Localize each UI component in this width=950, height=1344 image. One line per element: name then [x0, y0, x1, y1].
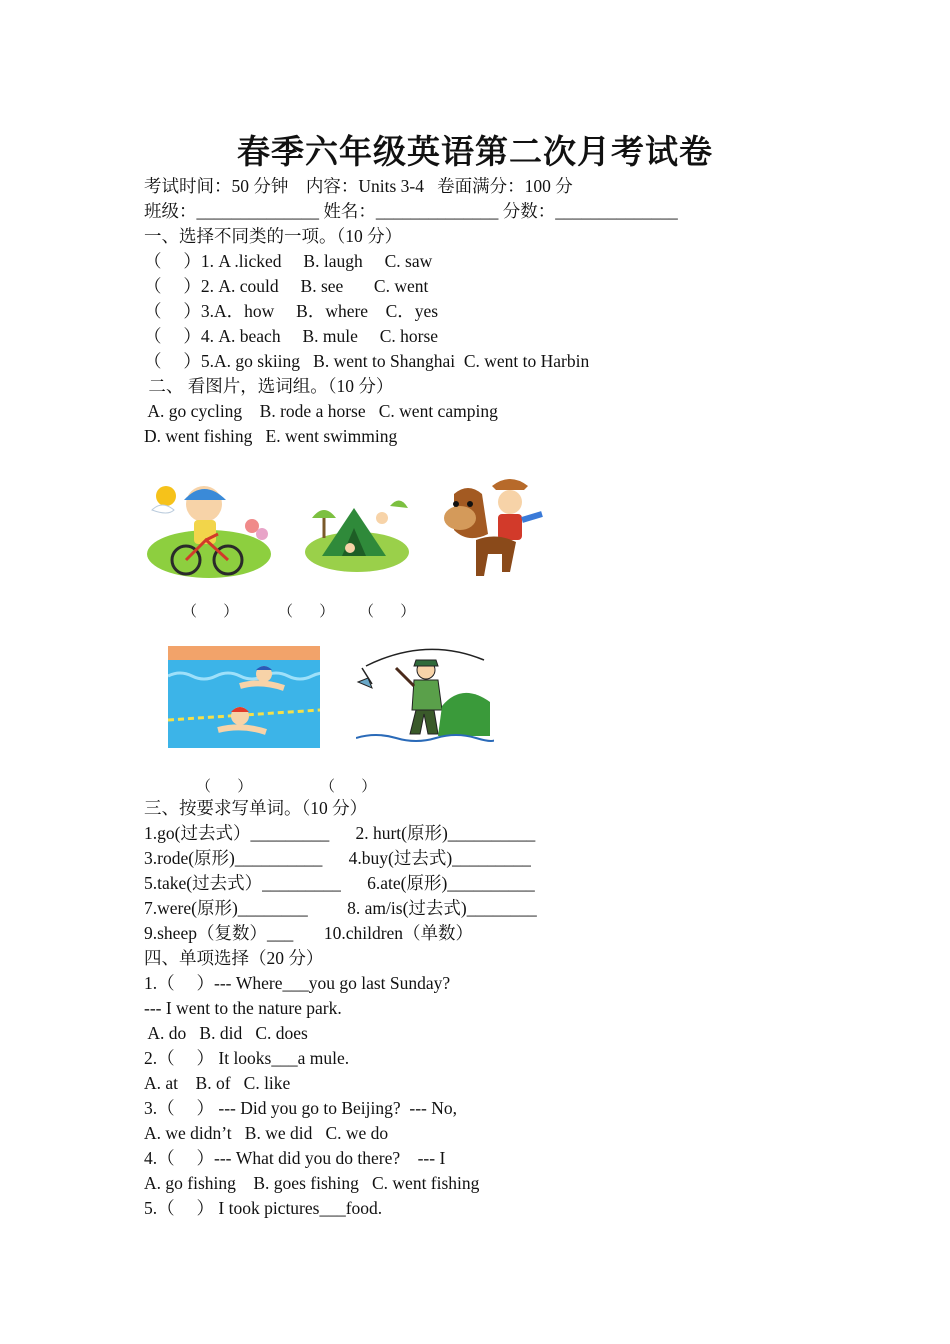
section4-heading: 四、单项选择（20 分）: [144, 948, 324, 968]
section4-line: 1.（ ）--- Where___you go last Sunday?: [144, 973, 451, 993]
section4-line: A. we didn’t B. we did C. we do: [144, 1123, 389, 1143]
section4-line: 5.（ ） I took pictures___food.: [144, 1198, 383, 1218]
section2-options: D. went fishing E. went swimming: [144, 426, 398, 446]
section3-row: 9.sheep（复数）___ 10.children（单数）: [144, 923, 474, 943]
tent-camping-picture: [302, 488, 412, 574]
section1-item: （ ）1. A .licked B. laugh C. saw: [144, 251, 433, 271]
student-fields: 班级：______________ 姓名：______________ 分数：______________: [144, 201, 678, 221]
fishing-picture: [356, 646, 494, 748]
answer-blank-3[interactable]: （ ）: [359, 604, 416, 620]
answer-blank-5[interactable]: （ ）: [320, 779, 377, 795]
section1-item: （ ）4. A. beach B. mule C. horse: [144, 326, 439, 346]
section1-item: （ ）5.A. go skiing B. went to Shanghai C. went to Harbin: [144, 351, 590, 371]
section3-row: 3.rode(原形)__________ 4.buy(过去式)_________: [144, 848, 531, 868]
answer-blank-2[interactable]: （ ）: [278, 604, 335, 620]
section3-row: 5.take(过去式）_________ 6.ate(原形)__________: [144, 873, 535, 893]
section4-line: 2.（ ） It looks___a mule.: [144, 1048, 350, 1068]
section3-row: 7.were(原形)________ 8. am/is(过去式)________: [144, 898, 537, 918]
exam-info: 考试时间：50 分钟 内容：Units 3-4 卷面满分：100 分: [144, 176, 573, 196]
answer-blank-1[interactable]: （ ）: [182, 604, 239, 620]
section1-heading: 一、选择不同类的一项。（10 分）: [144, 226, 403, 246]
exam-title: 春季六年级英语第二次月考试卷: [237, 135, 713, 171]
section2-heading: 二、 看图片，选词组。（10 分）: [144, 376, 394, 396]
answer-blank-4[interactable]: （ ）: [196, 779, 253, 795]
section4-line: A. at B. of C. like: [144, 1073, 291, 1093]
section3-row: 1.go(过去式）_________ 2. hurt(原形)__________: [144, 823, 536, 843]
section4-line: 3.（ ） --- Did you go to Beijing? --- No,: [144, 1098, 458, 1118]
section4-line: A. go fishing B. goes fishing C. went fishing: [144, 1173, 480, 1193]
section4-line: 4.（ ）--- What did you do there? --- I: [144, 1148, 446, 1168]
section1-item: （ ）3.A．how B．where C．yes: [144, 301, 439, 321]
section2-options: A. go cycling B. rode a horse C. went camping: [144, 401, 498, 421]
section1-item: （ ）2. A. could B. see C. went: [144, 276, 429, 296]
swimming-picture: [168, 646, 320, 748]
cowboy-horse-picture: [436, 474, 548, 578]
section4-line: --- I went to the nature park.: [144, 998, 342, 1018]
section4-line: A. do B. did C. does: [144, 1023, 308, 1043]
section3-heading: 三、按要求写单词。（10 分）: [144, 798, 368, 818]
boy-cycling-picture: [144, 474, 274, 582]
